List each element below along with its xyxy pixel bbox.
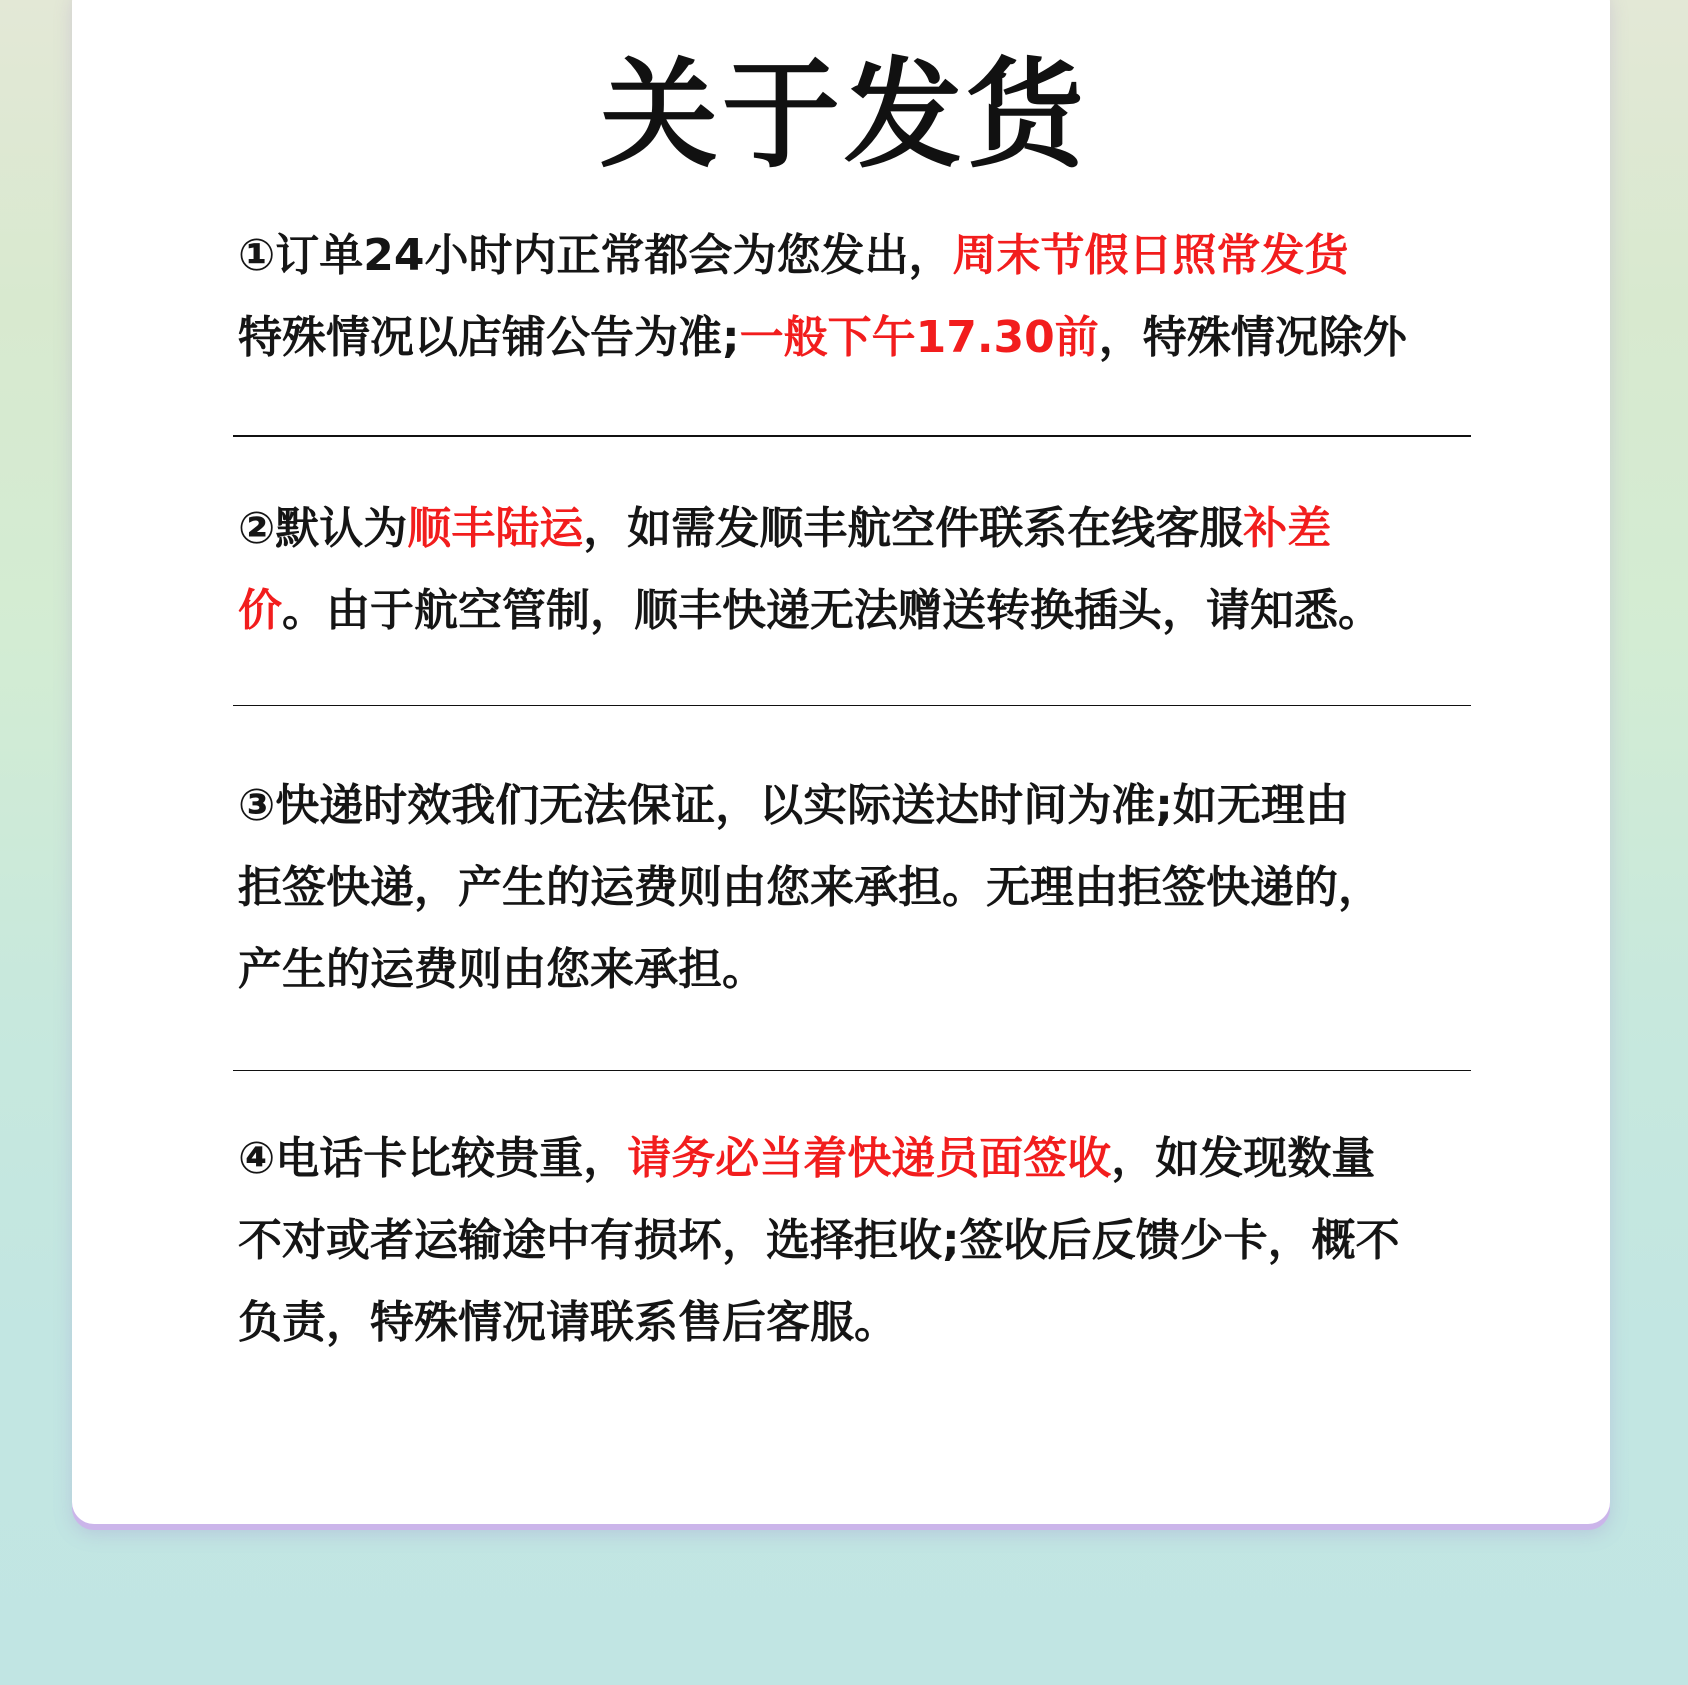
section-divider — [233, 1070, 1471, 1071]
text-segment: ④电话卡比较贵重， — [238, 1133, 628, 1184]
text-segment: 产生的运费则由您来承担。 — [238, 944, 766, 995]
highlighted-text: 补差 — [1243, 503, 1332, 554]
text-segment: 拒签快递，产生的运费则由您来承担。无理由拒签快递的， — [238, 862, 1382, 913]
section-line — [238, 488, 1488, 570]
section-line — [238, 1118, 1488, 1200]
text-segment: 负责，特殊情况请联系售后客服。 — [238, 1297, 898, 1348]
section-divider — [233, 705, 1471, 706]
text-segment: ，如发现数量 — [1111, 1133, 1376, 1184]
highlighted-text: 顺丰陆运 — [407, 503, 584, 554]
section-line — [238, 570, 1488, 652]
section-divider — [233, 435, 1471, 437]
text-segment: ②默认为 — [238, 503, 408, 554]
text-segment: ，特殊情况除外 — [1098, 312, 1407, 363]
section-line — [238, 929, 1488, 1011]
shipping-time-section — [238, 215, 1488, 379]
highlighted-text: 一般下午17.30前 — [739, 312, 1099, 363]
section-line — [238, 1200, 1488, 1282]
courier-section — [238, 488, 1488, 652]
highlighted-text: 价 — [238, 585, 282, 636]
text-segment: 。由于航空管制，顺丰快递无法赠送转换插头，请知悉。 — [282, 585, 1382, 636]
signing-section — [238, 1118, 1488, 1364]
text-segment: ③快递时效我们无法保证，以实际送达时间为准;如无理由 — [238, 780, 1349, 831]
section-line — [238, 297, 1488, 379]
highlighted-text: 请务必当着快递员面签收 — [627, 1133, 1112, 1184]
highlighted-text: 周末节假日照常发货 — [952, 230, 1349, 281]
section-line — [238, 1282, 1488, 1364]
section-line — [238, 847, 1488, 929]
text-segment: 不对或者运输途中有损坏，选择拒收;签收后反馈少卡，概不 — [238, 1215, 1400, 1266]
section-line — [238, 215, 1488, 297]
section-line — [238, 765, 1488, 847]
delivery-time-section — [238, 765, 1488, 1011]
text-segment: 特殊情况以店铺公告为准; — [238, 312, 740, 363]
page-title: 关于发货 — [599, 46, 1088, 184]
text-segment: ，如需发顺丰航空件联系在线客服 — [583, 503, 1244, 554]
text-segment: ①订单24小时内正常都会为您发出， — [238, 230, 953, 281]
